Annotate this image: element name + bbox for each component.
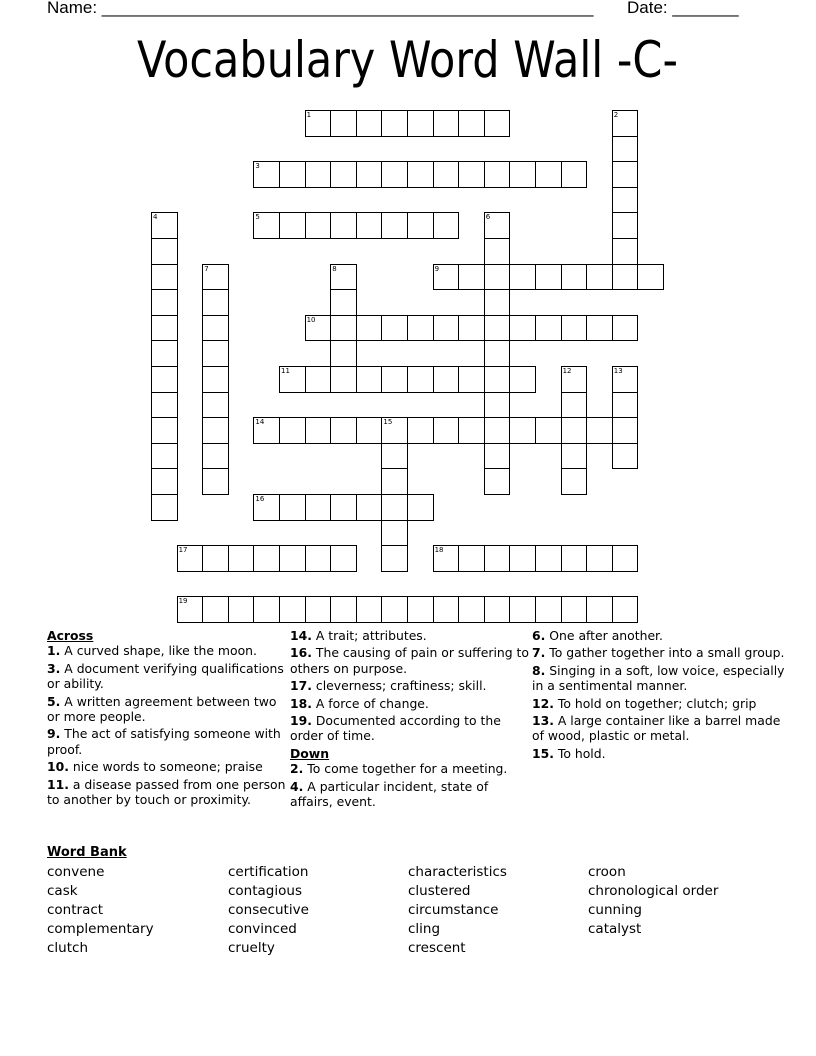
grid-cell[interactable] [407, 315, 434, 342]
grid-cell[interactable] [151, 392, 178, 419]
clue-down [532, 663, 792, 694]
grid-cell[interactable] [279, 417, 306, 444]
grid-cell[interactable] [484, 161, 511, 188]
grid-cell[interactable] [484, 366, 511, 393]
clue-number: 15. [532, 745, 554, 761]
word-bank-word: cunning [588, 902, 642, 918]
grid-cell[interactable] [381, 520, 408, 547]
grid-cell[interactable] [151, 494, 178, 521]
grid-cell[interactable] [330, 212, 357, 239]
grid-cell[interactable] [407, 596, 434, 623]
grid-cell[interactable] [356, 494, 383, 521]
grid-cell[interactable] [202, 392, 229, 419]
clue-number: 8 [332, 264, 337, 273]
page-title [0, 30, 816, 90]
grid-cell[interactable] [202, 289, 229, 316]
grid-cell[interactable] [305, 366, 332, 393]
word-bank-word: characteristics [408, 864, 507, 880]
grid-cell[interactable] [177, 545, 204, 572]
grid-cell[interactable] [305, 212, 332, 239]
grid-cell[interactable] [612, 110, 639, 137]
grid-cell[interactable] [381, 212, 408, 239]
clue-across [47, 643, 287, 658]
grid-cell[interactable] [330, 161, 357, 188]
grid-cell[interactable] [202, 264, 229, 291]
grid-cell[interactable] [381, 417, 408, 444]
grid-cell[interactable] [253, 161, 280, 188]
grid-cell[interactable] [151, 417, 178, 444]
grid-cell[interactable] [151, 366, 178, 393]
grid-cell[interactable] [535, 596, 562, 623]
grid-cell[interactable] [356, 366, 383, 393]
grid-cell[interactable] [484, 596, 511, 623]
clue-number: 3 [255, 162, 260, 171]
grid-cell[interactable] [151, 289, 178, 316]
clue-number: 19. [290, 713, 312, 729]
grid-cell[interactable] [586, 596, 613, 623]
grid-cell[interactable] [561, 392, 588, 419]
grid-cell[interactable] [407, 494, 434, 521]
grid-cell[interactable] [433, 596, 460, 623]
grid-cell[interactable] [612, 212, 639, 239]
grid-cell[interactable] [535, 545, 562, 572]
clue-text: A document verifying qualifications or ability. [47, 660, 284, 692]
clue-text: A particular incident, state of affairs, event. [290, 778, 489, 810]
grid-cell[interactable] [381, 596, 408, 623]
clue-number: 5. [47, 693, 61, 709]
grid-cell[interactable] [253, 545, 280, 572]
clue-number: 7 [204, 264, 209, 273]
clue-number: 6. [532, 628, 546, 643]
word-bank-word: convinced [228, 921, 297, 937]
word-bank-word: clutch [47, 940, 89, 956]
grid-cell[interactable] [612, 187, 639, 214]
clue-across [290, 628, 530, 643]
grid-cell[interactable] [330, 545, 357, 572]
clue-number: 9. [47, 726, 61, 742]
grid-cell[interactable] [279, 545, 306, 572]
clue-number: 5 [255, 213, 260, 222]
clue-text: A large container like a barrel made of wood, plastic or metal. [532, 713, 781, 744]
grid-cell[interactable] [151, 468, 178, 495]
clue-down [532, 746, 792, 761]
word-bank-word: complementary [47, 921, 154, 937]
clues-column-3 [532, 628, 792, 763]
clue-text: To hold on together; clutch; grip [553, 695, 757, 711]
grid-cell[interactable] [535, 417, 562, 444]
clue-across [47, 726, 287, 757]
grid-cell[interactable] [586, 315, 613, 342]
clue-down [532, 713, 792, 744]
grid-cell[interactable] [177, 596, 204, 623]
clue-number: 9 [434, 264, 440, 273]
grid-cell[interactable] [509, 264, 536, 291]
grid-cell[interactable] [484, 468, 511, 495]
grid-cell[interactable] [253, 212, 280, 239]
clue-number: 4. [290, 778, 304, 794]
grid-cell[interactable] [509, 596, 536, 623]
grid-cell[interactable] [612, 315, 639, 342]
grid-cell[interactable] [381, 315, 408, 342]
word-bank-word: crescent [408, 940, 466, 956]
clue-across [290, 645, 530, 676]
grid-cell[interactable] [202, 366, 229, 393]
grid-cell[interactable] [433, 545, 460, 572]
grid-cell[interactable] [433, 264, 460, 291]
grid-cell[interactable] [433, 315, 460, 342]
grid-cell[interactable] [561, 161, 588, 188]
grid-cell[interactable] [458, 417, 485, 444]
grid-cell[interactable] [330, 417, 357, 444]
clues-column-2 [290, 628, 530, 811]
grid-cell[interactable] [612, 417, 639, 444]
grid-cell[interactable] [407, 366, 434, 393]
grid-cell[interactable] [612, 264, 639, 291]
word-bank-column [47, 863, 154, 958]
grid-cell[interactable] [561, 596, 588, 623]
grid-cell[interactable] [330, 264, 357, 291]
grid-cell[interactable] [484, 340, 511, 367]
clue-number: 7. [532, 645, 546, 661]
grid-cell[interactable] [381, 494, 408, 521]
grid-cell[interactable] [484, 443, 511, 470]
grid-cell[interactable] [433, 366, 460, 393]
word-bank-column [588, 863, 718, 939]
grid-cell[interactable] [202, 468, 229, 495]
grid-cell[interactable] [330, 596, 357, 623]
grid-cell[interactable] [612, 545, 639, 572]
grid-cell[interactable] [484, 212, 511, 239]
grid-cell[interactable] [381, 110, 408, 137]
clue-number: 6 [485, 213, 491, 222]
grid-cell[interactable] [484, 545, 511, 572]
grid-cell[interactable] [407, 417, 434, 444]
clue-text: One after another. [545, 628, 663, 643]
grid-cell[interactable] [612, 136, 639, 163]
clue-number: 12 [562, 367, 572, 375]
grid-cell[interactable] [612, 238, 639, 265]
clue-text: a disease passed from one person to another by touch or proximity. [47, 776, 286, 808]
word-bank-word: circumstance [408, 902, 499, 918]
clue-down [290, 779, 530, 810]
word-bank-word: cruelty [228, 940, 275, 956]
date-field[interactable]: Date: _______ [627, 0, 739, 17]
grid-cell[interactable] [202, 545, 229, 572]
grid-cell[interactable] [509, 366, 536, 393]
clue-number: 18 [434, 546, 444, 555]
clue-number: 15 [383, 418, 393, 427]
clue-text: To gather together into a small group. [545, 645, 785, 661]
clue-across [47, 694, 287, 725]
grid-cell[interactable] [228, 545, 255, 572]
grid-cell[interactable] [330, 340, 357, 367]
clue-number: 17 [178, 546, 188, 555]
grid-cell[interactable] [330, 289, 357, 316]
grid-cell[interactable] [535, 315, 562, 342]
grid-cell[interactable] [612, 596, 639, 623]
grid-cell[interactable] [484, 238, 511, 265]
word-bank-word: catalyst [588, 921, 642, 937]
grid-cell[interactable] [151, 264, 178, 291]
clue-number: 4 [153, 213, 158, 222]
grid-cell[interactable] [637, 264, 664, 291]
clue-down [532, 645, 792, 660]
clue-number: 1 [306, 111, 312, 119]
grid-cell[interactable] [561, 468, 588, 495]
grid-cell[interactable] [561, 417, 588, 444]
grid-cell[interactable] [202, 417, 229, 444]
grid-cell[interactable] [433, 417, 460, 444]
grid-cell[interactable] [407, 161, 434, 188]
clue-text: Documented according to the order of time. [290, 713, 501, 744]
grid-cell[interactable] [151, 340, 178, 367]
clue-across [47, 777, 287, 808]
grid-cell[interactable] [356, 110, 383, 137]
grid-cell[interactable] [305, 494, 332, 521]
clue-text: A force of change. [311, 695, 429, 711]
grid-cell[interactable] [356, 212, 383, 239]
grid-cell[interactable] [407, 212, 434, 239]
grid-cell[interactable] [305, 545, 332, 572]
page-title-text: Vocabulary Word Wall -C- [137, 31, 679, 89]
grid-cell[interactable] [612, 392, 639, 419]
grid-cell[interactable] [561, 315, 588, 342]
clue-down [532, 628, 792, 643]
grid-cell[interactable] [433, 212, 460, 239]
clue-text: To hold. [553, 745, 606, 761]
word-bank-word: chronological order [588, 883, 719, 899]
grid-cell[interactable] [356, 417, 383, 444]
word-bank-word: consecutive [228, 902, 309, 918]
word-bank-word: cling [408, 921, 441, 937]
clue-text: A written agreement between two or more people. [47, 693, 277, 725]
clue-text: A curved shape, like the moon. [60, 643, 257, 659]
clue-number: 11 [281, 367, 290, 375]
clue-number: 13. [532, 713, 554, 729]
clue-down [532, 696, 792, 711]
grid-cell[interactable] [612, 443, 639, 470]
grid-cell[interactable] [305, 417, 332, 444]
word-bank-word: contagious [228, 883, 302, 899]
clue-number: 19 [178, 597, 188, 606]
grid-cell[interactable] [484, 392, 511, 419]
grid-cell[interactable] [151, 238, 178, 265]
word-bank-word: convene [47, 864, 105, 880]
grid-cell[interactable] [561, 443, 588, 470]
clue-number: 11. [47, 776, 69, 792]
grid-cell[interactable] [509, 315, 536, 342]
grid-cell[interactable] [612, 161, 639, 188]
grid-cell[interactable] [381, 161, 408, 188]
grid-cell[interactable] [381, 468, 408, 495]
clue-number: 1. [47, 643, 61, 659]
clue-text: The causing of pain or suffering to others on purpose. [290, 645, 529, 676]
grid-cell[interactable] [356, 315, 383, 342]
grid-cell[interactable] [586, 545, 613, 572]
grid-cell[interactable] [458, 596, 485, 623]
grid-cell[interactable] [330, 494, 357, 521]
grid-cell[interactable] [381, 443, 408, 470]
grid-cell[interactable] [151, 315, 178, 342]
word-bank-word: cask [47, 883, 78, 899]
grid-cell[interactable] [151, 212, 178, 239]
clue-text: The act of satisfying someone with proof. [47, 726, 281, 757]
grid-cell[interactable] [381, 545, 408, 572]
word-bank-word: contract [47, 902, 104, 918]
grid-cell[interactable] [561, 366, 588, 393]
grid-cell[interactable] [305, 315, 332, 342]
grid-cell[interactable] [484, 417, 511, 444]
grid-cell[interactable] [279, 212, 306, 239]
name-field[interactable]: Name: ____________________________________________________ [47, 0, 594, 17]
grid-cell[interactable] [202, 340, 229, 367]
grid-cell[interactable] [305, 596, 332, 623]
grid-cell[interactable] [279, 161, 306, 188]
grid-cell[interactable] [484, 110, 511, 137]
grid-cell[interactable] [484, 315, 511, 342]
grid-cell[interactable] [561, 545, 588, 572]
word-bank-heading: Word Bank [47, 845, 127, 860]
grid-cell[interactable] [586, 417, 613, 444]
down-heading: Down [290, 745, 330, 761]
clue-across [290, 678, 530, 693]
grid-cell[interactable] [612, 366, 639, 393]
word-bank-word: croon [588, 864, 626, 880]
clue-text: nice words to someone; praise [68, 759, 263, 775]
grid-cell[interactable] [279, 494, 306, 521]
clue-number: 14. [290, 628, 312, 643]
clue-number: 10 [306, 315, 316, 324]
clue-across [290, 713, 530, 744]
clue-down [290, 761, 530, 776]
grid-cell[interactable] [253, 417, 280, 444]
word-bank-column [228, 863, 309, 958]
grid-cell[interactable] [484, 289, 511, 316]
clue-number: 10. [47, 759, 69, 775]
grid-cell[interactable] [458, 264, 485, 291]
grid-cell[interactable] [433, 161, 460, 188]
grid-cell[interactable] [458, 315, 485, 342]
clue-number: 3. [47, 660, 61, 676]
grid-cell[interactable] [356, 161, 383, 188]
clue-number: 14 [255, 418, 265, 427]
grid-cell[interactable] [433, 110, 460, 137]
grid-cell[interactable] [381, 366, 408, 393]
grid-cell[interactable] [509, 545, 536, 572]
word-bank-word: clustered [408, 883, 471, 899]
grid-cell[interactable] [458, 366, 485, 393]
clue-number: 12. [532, 695, 554, 711]
word-bank-column [408, 863, 507, 958]
clue-number: 2. [290, 761, 304, 777]
clue-text: A trait; attributes. [311, 628, 427, 643]
grid-cell[interactable] [458, 545, 485, 572]
grid-cell[interactable] [330, 315, 357, 342]
word-bank-word: certification [228, 864, 309, 880]
grid-cell[interactable] [458, 161, 485, 188]
grid-cell[interactable] [407, 110, 434, 137]
clue-number: 17. [290, 678, 312, 694]
clue-across [47, 759, 287, 774]
clue-number: 8. [532, 662, 546, 678]
grid-cell[interactable] [356, 596, 383, 623]
grid-cell[interactable] [305, 161, 332, 188]
grid-cell[interactable] [586, 264, 613, 291]
across-heading: Across [47, 628, 94, 643]
grid-cell[interactable] [509, 161, 536, 188]
grid-cell[interactable] [305, 110, 332, 137]
grid-cell[interactable] [279, 596, 306, 623]
grid-cell[interactable] [151, 443, 178, 470]
grid-cell[interactable] [561, 264, 588, 291]
grid-cell[interactable] [202, 315, 229, 342]
grid-cell[interactable] [202, 596, 229, 623]
clue-text: Singing in a soft, low voice, especially in a sentimental manner. [532, 662, 785, 694]
grid-cell[interactable] [253, 596, 280, 623]
clue-across [47, 661, 287, 692]
grid-cell[interactable] [509, 417, 536, 444]
clue-text: To come together for a meeting. [303, 761, 508, 777]
grid-cell[interactable] [535, 161, 562, 188]
clue-number: 2 [613, 111, 619, 119]
grid-cell[interactable] [330, 110, 357, 137]
grid-cell[interactable] [253, 494, 280, 521]
clue-number: 18. [290, 695, 312, 711]
clue-text: cleverness; craftiness; skill. [311, 678, 487, 694]
clue-across [290, 696, 530, 711]
grid-cell[interactable] [228, 596, 255, 623]
clue-number: 16 [255, 495, 265, 503]
grid-cell[interactable] [535, 264, 562, 291]
grid-cell[interactable] [279, 366, 306, 393]
clues-column-1 [47, 628, 287, 809]
clue-number: 16. [290, 645, 312, 661]
grid-cell[interactable] [484, 264, 511, 291]
grid-cell[interactable] [330, 366, 357, 393]
grid-cell[interactable] [202, 443, 229, 470]
clue-number: 13 [613, 367, 623, 375]
grid-cell[interactable] [458, 110, 485, 137]
